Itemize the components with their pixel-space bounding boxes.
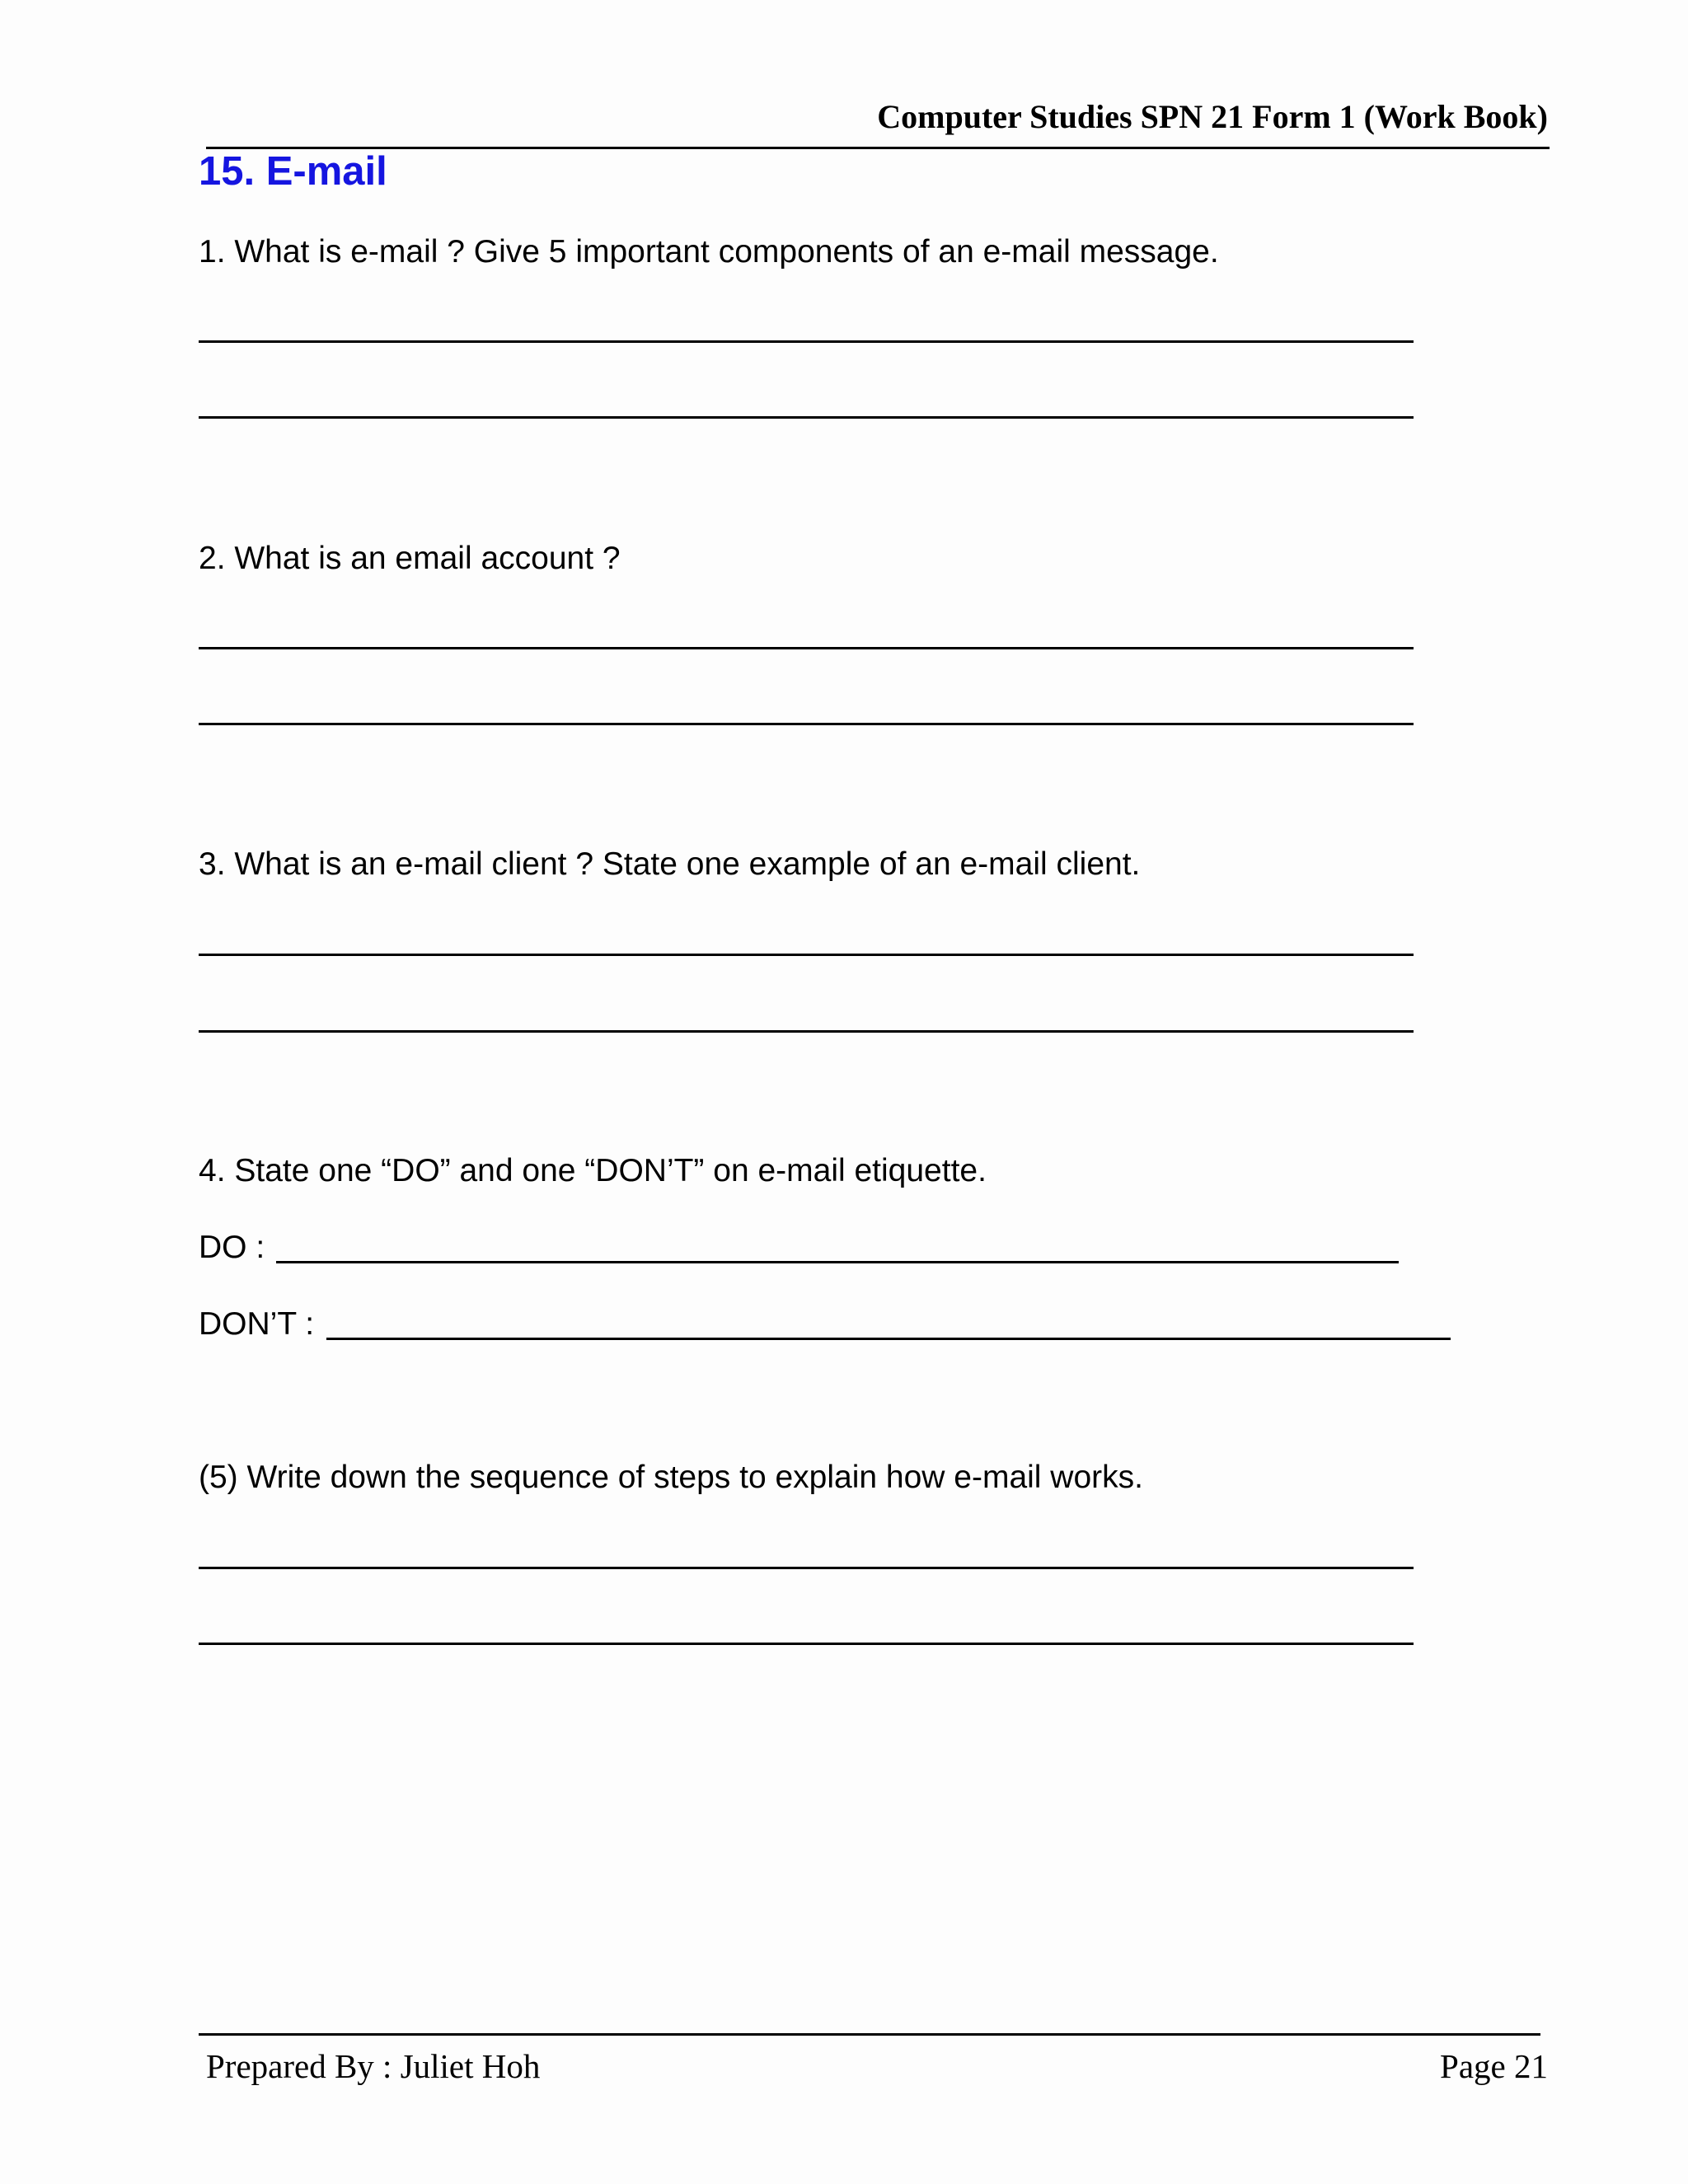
question-1-text: 1. What is e-mail ? Give 5 important components of an e-mail message. — [199, 234, 1219, 269]
answer-line-q1-2 — [199, 416, 1414, 419]
dont-label: DON’T : — [199, 1306, 315, 1342]
answer-line-do — [276, 1261, 1399, 1263]
footer-divider — [199, 2033, 1540, 2036]
section-title: 15. E-mail — [199, 149, 387, 194]
running-header-title: Computer Studies SPN 21 Form 1 (Work Book) — [877, 98, 1548, 135]
question-5-text: (5) Write down the sequence of steps to explain how e-mail works. — [199, 1460, 1143, 1495]
answer-line-q3-1 — [199, 954, 1414, 956]
question-3-text: 3. What is an e-mail client ? State one example of an e-mail client. — [199, 846, 1141, 882]
footer-page-number: Page 21 — [1440, 2047, 1548, 2085]
header-divider — [206, 147, 1550, 149]
answer-line-q5-2 — [199, 1643, 1414, 1645]
question-4-text: 4. State one “DO” and one “DON’T” on e-mail etiquette. — [199, 1153, 987, 1188]
answer-line-q5-1 — [199, 1567, 1414, 1569]
answer-line-dont — [326, 1338, 1451, 1340]
footer-prepared-by: Prepared By : Juliet Hoh — [206, 2047, 541, 2085]
answer-line-q2-2 — [199, 723, 1414, 725]
answer-line-q2-1 — [199, 647, 1414, 649]
answer-line-q3-2 — [199, 1030, 1414, 1033]
question-2-text: 2. What is an email account ? — [199, 541, 621, 576]
do-label: DO : — [199, 1230, 265, 1265]
answer-line-q1-1 — [199, 340, 1414, 343]
